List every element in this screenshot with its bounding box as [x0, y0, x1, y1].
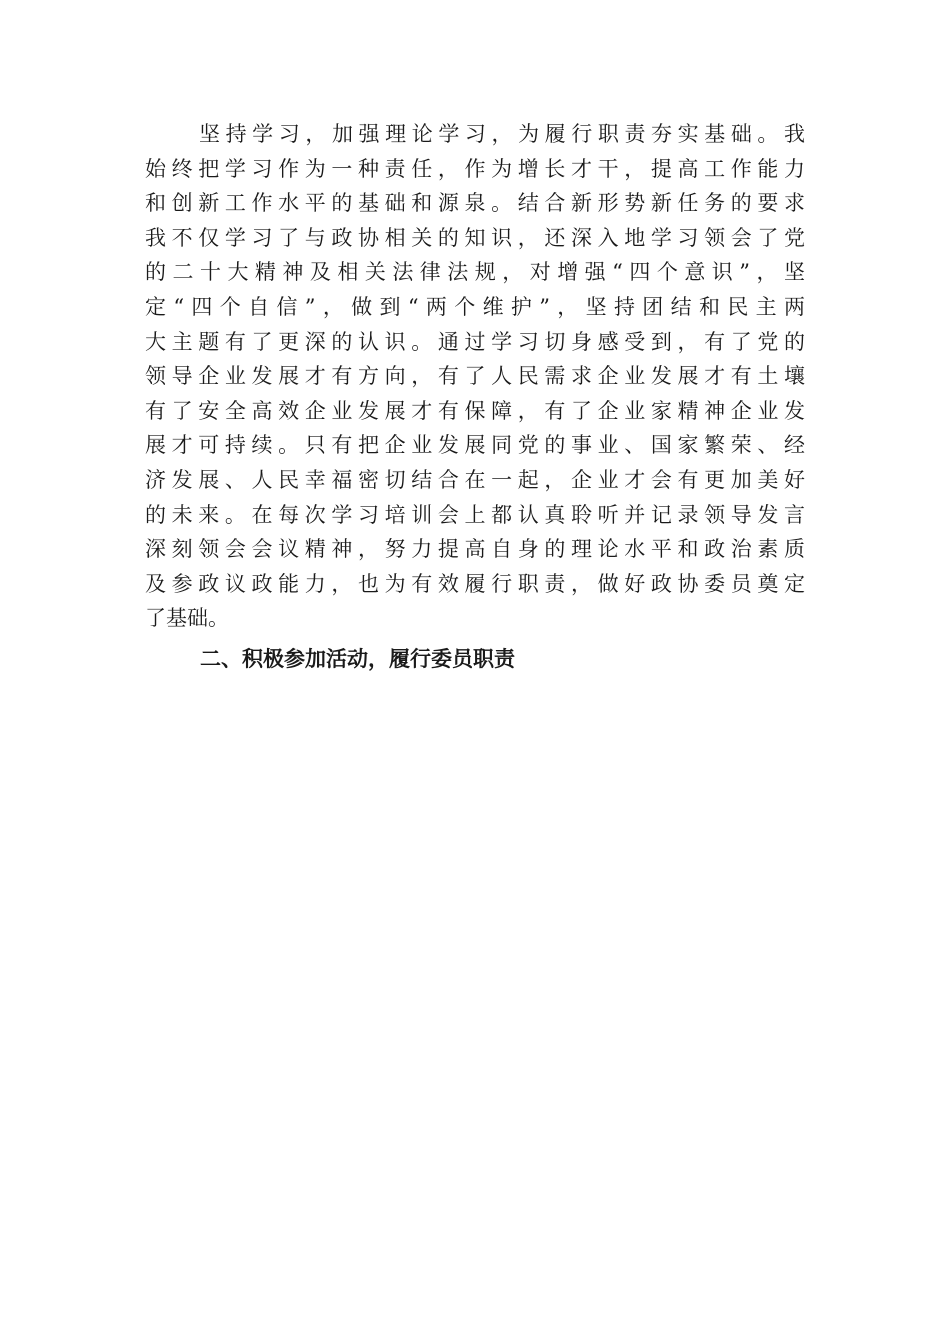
section-heading: 二、积极参加活动，履行委员职责	[200, 647, 515, 671]
paragraph-line: 大主题有了更深的认识。通过学习切身感受到，有了党的	[145, 329, 805, 354]
paragraph-line: 定“四个自信”，做到“两个维护”，坚持团结和民主两	[145, 294, 805, 319]
paragraph-line: 领导企业发展才有方向，有了人民需求企业发展才有土壤	[145, 364, 805, 389]
paragraph-line: 了基础。	[145, 606, 229, 631]
paragraph-line: 及参政议政能力，也为有效履行职责，做好政协委员奠定	[145, 571, 805, 596]
paragraph-line: 深刻领会会议精神，努力提高自身的理论水平和政治素质	[145, 537, 805, 562]
paragraph-line: 展才可持续。只有把企业发展同党的事业、国家繁荣、经	[145, 433, 805, 458]
paragraph-line: 济发展、人民幸福密切结合在一起，企业才会有更加美好	[145, 467, 805, 492]
paragraph-line: 始终把学习作为一种责任，作为增长才干，提高工作能力	[145, 156, 805, 181]
paragraph-line: 的未来。在每次学习培训会上都认真聆听并记录领导发言	[145, 502, 805, 527]
paragraph-line: 的二十大精神及相关法律法规，对增强“四个意识”，坚	[145, 260, 805, 285]
body-paragraph	[145, 117, 805, 636]
paragraph-line: 和创新工作水平的基础和源泉。结合新形势新任务的要求	[145, 191, 805, 216]
paragraph-line: 我不仅学习了与政协相关的知识，还深入地学习领会了党	[145, 225, 805, 250]
paragraph-line: 坚持学习，加强理论学习，为履行职责夯实基础。我	[199, 122, 805, 146]
paragraph-line: 有了安全高效企业发展才有保障，有了企业家精神企业发	[145, 398, 805, 423]
